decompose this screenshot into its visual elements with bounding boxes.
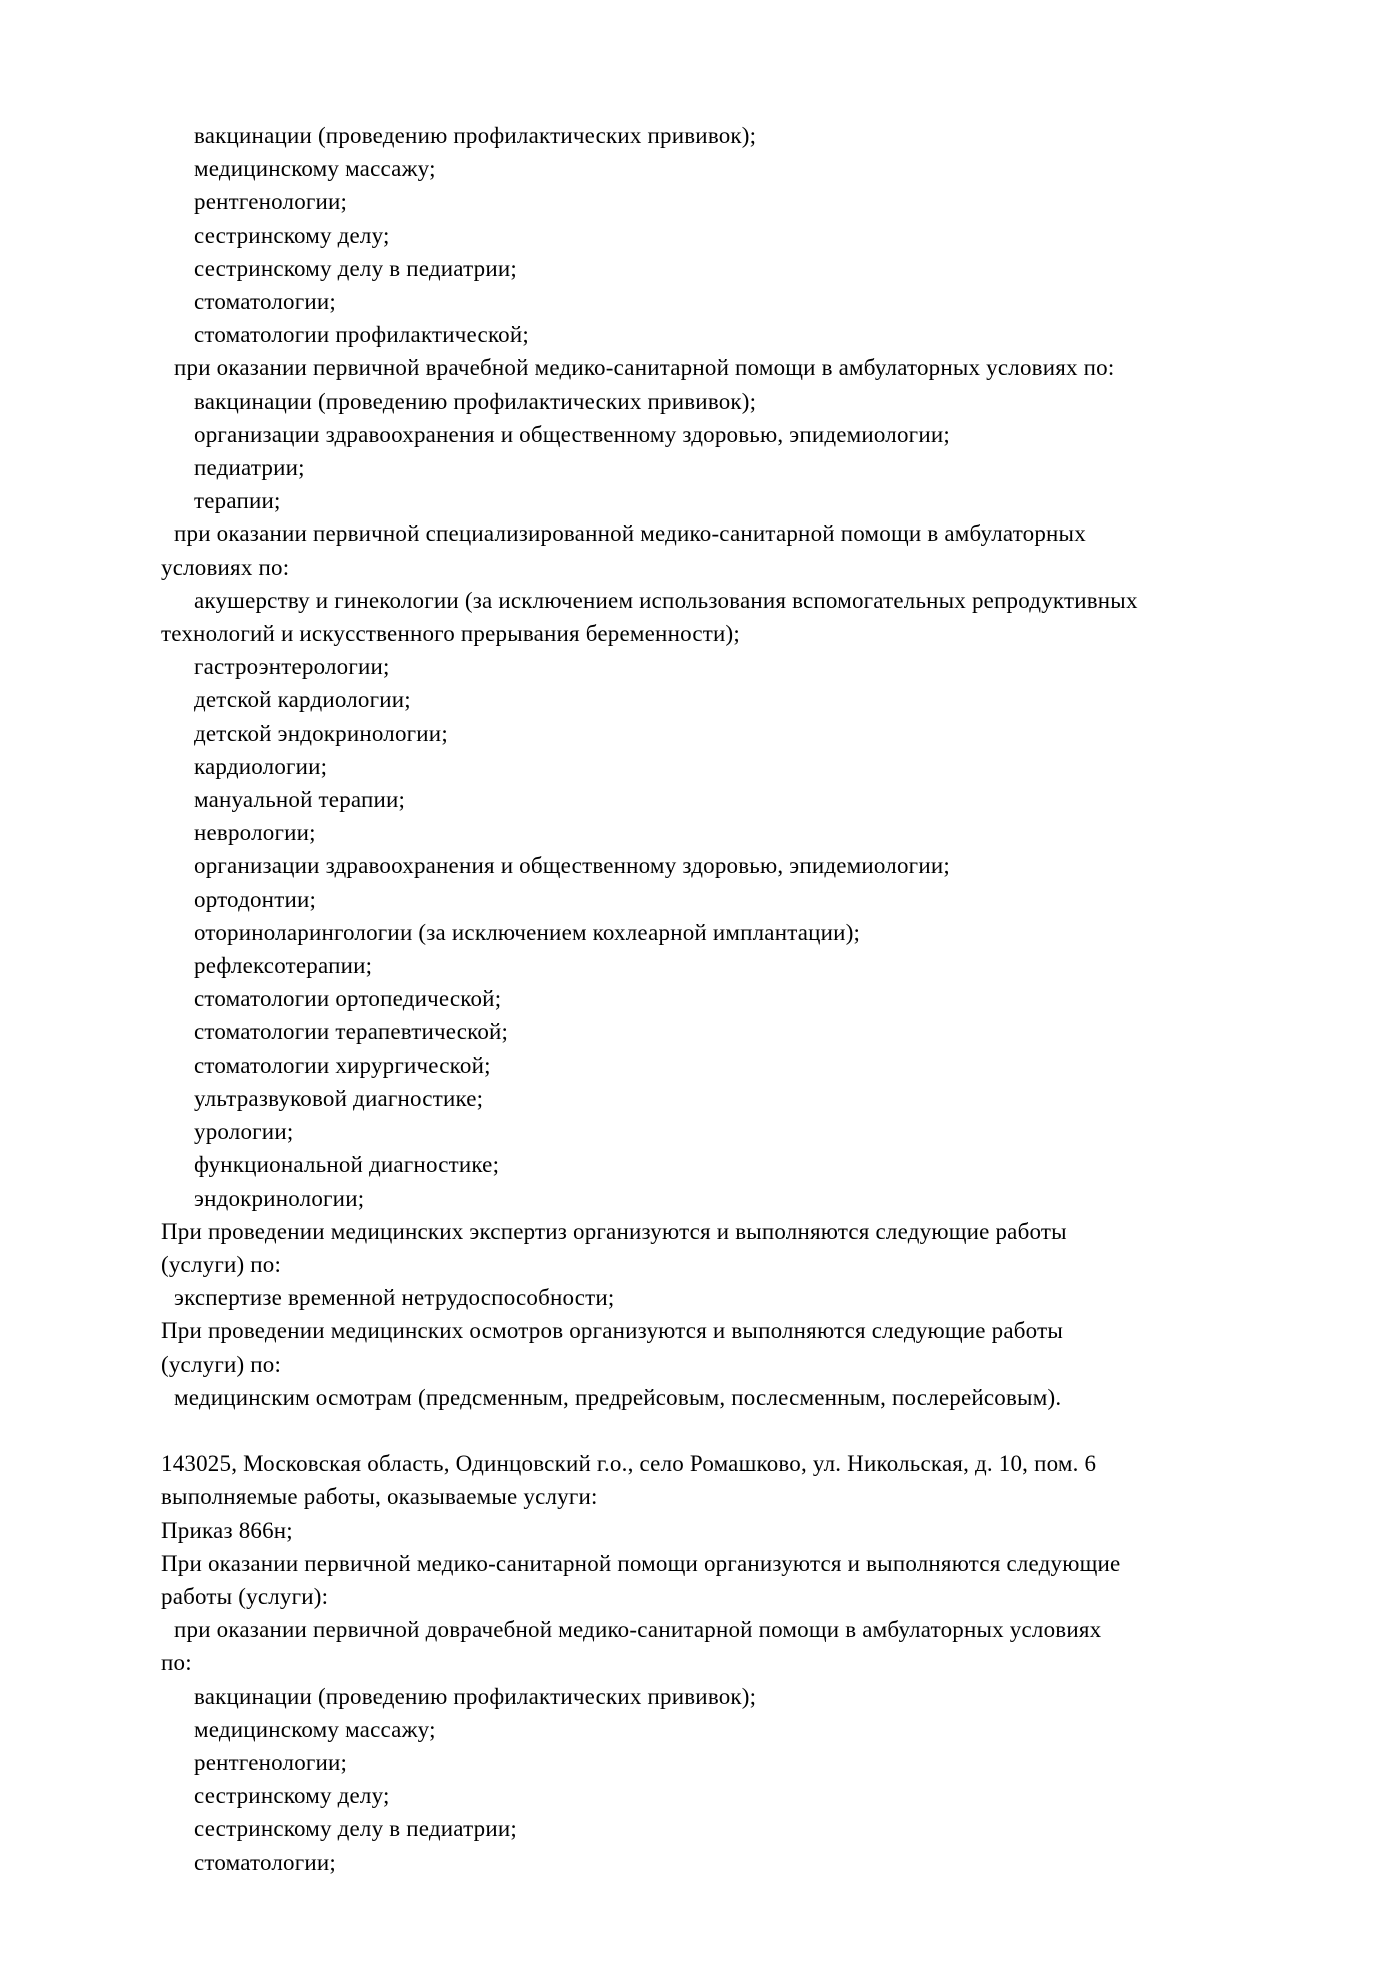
text-line: вакцинации (проведению профилактических прививок); — [194, 388, 757, 414]
text-line: сестринскому делу в педиатрии; — [194, 255, 517, 281]
text-line: Приказ 866н; — [161, 1517, 293, 1543]
text-line: кардиологии; — [194, 753, 328, 779]
blank-line — [161, 1414, 1370, 1447]
text-line: (услуги) по: — [161, 1351, 282, 1377]
text-line: при оказании первичной специализированной медико-санитарной помощи в амбулаторных — [174, 521, 1086, 547]
document-text-body — [161, 119, 1370, 1879]
text-line: стоматологии ортопедической; — [194, 986, 502, 1012]
text-line: 143025, Московская область, Одинцовский г.о., село Ромашково, ул. Никольская, д. 10, пом. 6 — [161, 1451, 1097, 1477]
text-line: сестринскому делу; — [194, 1783, 390, 1809]
text-line: терапии; — [194, 488, 281, 514]
text-line: выполняемые работы, оказываемые услуги: — [161, 1484, 598, 1510]
text-line: стоматологии терапевтической; — [194, 1019, 509, 1045]
text-line: организации здравоохранения и общественному здоровью, эпидемиологии; — [194, 853, 950, 879]
text-line: работы (услуги): — [161, 1583, 329, 1609]
text-line: по: — [161, 1650, 192, 1676]
text-line: детской эндокринологии; — [194, 720, 448, 746]
text-line: стоматологии хирургической; — [194, 1052, 491, 1078]
text-line: стоматологии; — [194, 289, 336, 315]
text-line: детской кардиологии; — [194, 687, 411, 713]
text-line: ортодонтии; — [194, 886, 317, 912]
text-line: неврологии; — [194, 820, 316, 846]
text-line: технологий и искусственного прерывания беременности); — [161, 621, 740, 647]
text-line: (услуги) по: — [161, 1251, 282, 1277]
text-line: при оказании первичной врачебной медико-санитарной помощи в амбулаторных условиях по: — [174, 355, 1115, 381]
text-line: вакцинации (проведению профилактических прививок); — [194, 123, 757, 148]
text-line: вакцинации (проведению профилактических прививок); — [194, 1683, 757, 1709]
text-line: медицинскому массажу; — [194, 1716, 436, 1742]
text-line: педиатрии; — [194, 455, 305, 481]
text-line: рентгенологии; — [194, 1749, 348, 1775]
text-line: рефлексотерапии; — [194, 953, 373, 979]
text-line: функциональной диагностике; — [194, 1152, 500, 1178]
text-line: условиях по: — [161, 554, 290, 580]
text-line: акушерству и гинекологии (за исключением использования вспомогательных репродуктивных — [194, 587, 1138, 613]
text-line: медицинскому массажу; — [194, 156, 436, 182]
text-line: организации здравоохранения и общественному здоровью, эпидемиологии; — [194, 421, 950, 447]
text-line: эндокринологии; — [194, 1185, 365, 1211]
text-line: При проведении медицинских экспертиз организуются и выполняются следующие работы — [161, 1218, 1067, 1244]
text-line: При проведении медицинских осмотров организуются и выполняются следующие работы — [161, 1318, 1063, 1344]
text-line: мануальной терапии; — [194, 787, 406, 813]
text-line: При оказании первичной медико-санитарной помощи организуются и выполняются следующие — [161, 1550, 1121, 1576]
text-line: урологии; — [194, 1119, 294, 1145]
text-line: стоматологии; — [194, 1849, 336, 1875]
text-line: сестринскому делу в педиатрии; — [194, 1816, 517, 1842]
text-line: стоматологии профилактической; — [194, 322, 529, 348]
text-line: экспертизе временной нетрудоспособности; — [174, 1285, 615, 1311]
text-line: ультразвуковой диагностике; — [194, 1085, 484, 1111]
text-line: сестринскому делу; — [194, 222, 390, 248]
text-line: медицинским осмотрам (предсменным, предрейсовым, послесменным, послерейсовым). — [174, 1384, 1062, 1410]
text-line: при оказании первичной доврачебной медико-санитарной помощи в амбулаторных условиях — [174, 1617, 1102, 1643]
text-line: оториноларингологии (за исключением кохлеарной имплантации); — [194, 919, 861, 945]
text-line: гастроэнтерологии; — [194, 654, 390, 680]
text-line: рентгенологии; — [194, 189, 348, 215]
